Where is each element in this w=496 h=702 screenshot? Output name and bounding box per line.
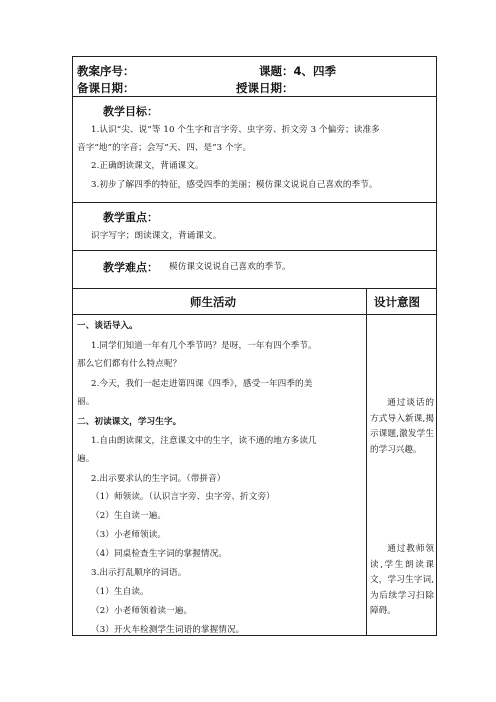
header-row: [73, 57, 436, 97]
goal-line-2: 音字“地”的字音；会写“天、四、是”3 个字。: [77, 143, 252, 153]
activity-line: （4）同桌检查生字词的掌握情况。: [91, 549, 227, 559]
lesson-number-label: 教案序号：: [77, 64, 135, 78]
column-divider-body: [366, 315, 367, 636]
activity-line: 丽。: [77, 397, 95, 407]
lesson-plan-document: [72, 56, 437, 636]
key-points-text: 识字写字；朗读课文，背诵课文。: [91, 231, 222, 241]
table-header-row: [73, 289, 436, 315]
activity-line: 2.今天，我们一起走进第四课《四季》，感受一年四季的美: [91, 379, 313, 389]
section-heading-intro: 一、谈话导入。: [77, 321, 138, 331]
difficulty-title: 教学难点：: [103, 261, 158, 274]
activity-line: 1.同学们知道一年有几个季节吗？是呀，一年有四个季节。: [91, 341, 317, 351]
goal-line-4: 3.初步了解四季的特征，感受四季的美丽；模仿课文说说自己喜欢的季节。: [91, 180, 378, 190]
activity-line: （3）开火车检测学生词语的掌握情况。: [91, 625, 245, 635]
teach-date-label: 授课日期：: [236, 81, 294, 95]
topic-label: 课题：4、四季: [259, 64, 337, 78]
difficulty-text: 模仿课文说说自己喜欢的季节。: [169, 262, 291, 272]
goals-title: 教学目标：: [103, 105, 158, 118]
activity-line: （2）小老师领着读一遍。: [91, 606, 193, 616]
design-intent-reading: 通过教师领读,学生朗读课文，学习生字词,为后续学习扫除障碍。: [370, 544, 434, 616]
column-header-intent: 设计意图: [374, 295, 420, 309]
key-points-row: [73, 203, 436, 251]
table-body: [73, 315, 436, 636]
goal-line-1: 1.认识“尖、说”等 10 个生字和言字旁、虫字旁、折文旁 3 个偏旁；读准多: [91, 125, 380, 135]
prep-date-label: 备课日期：: [77, 81, 135, 95]
column-header-activities: 师生活动: [190, 295, 236, 309]
goals-row: [73, 97, 436, 203]
difficulty-row: [73, 251, 436, 289]
activity-line: （1）生自读。: [91, 587, 149, 597]
key-points-title: 教学重点：: [103, 211, 158, 224]
goal-line-3: 2.正确朗读课文，背诵课文。: [91, 161, 204, 171]
activity-line: 遍。: [77, 454, 95, 464]
activity-line: 1.自由朗读课文，注意课文中的生字，读不通的地方多读几: [91, 436, 317, 446]
activity-line: （2）生自读一遍。: [91, 511, 167, 521]
column-divider: [366, 289, 367, 314]
activity-line: 3.出示打乱顺序的词语。: [91, 568, 187, 578]
activity-line: 那么它们都有什么特点呢？: [77, 359, 182, 369]
activity-line: （3）小老师领读。: [91, 530, 167, 540]
activity-line: （1）师领读。（认识言字旁、虫字旁、折文旁）: [91, 492, 275, 502]
design-intent-intro: 通过谈话的方式导入新课,揭示课题,激发学生的学习兴趣。: [370, 398, 434, 455]
activity-line: 2.出示要求认的生字词。（带拼音）: [91, 474, 226, 484]
section-heading-reading: 二、初读课文，学习生字。: [77, 417, 182, 427]
